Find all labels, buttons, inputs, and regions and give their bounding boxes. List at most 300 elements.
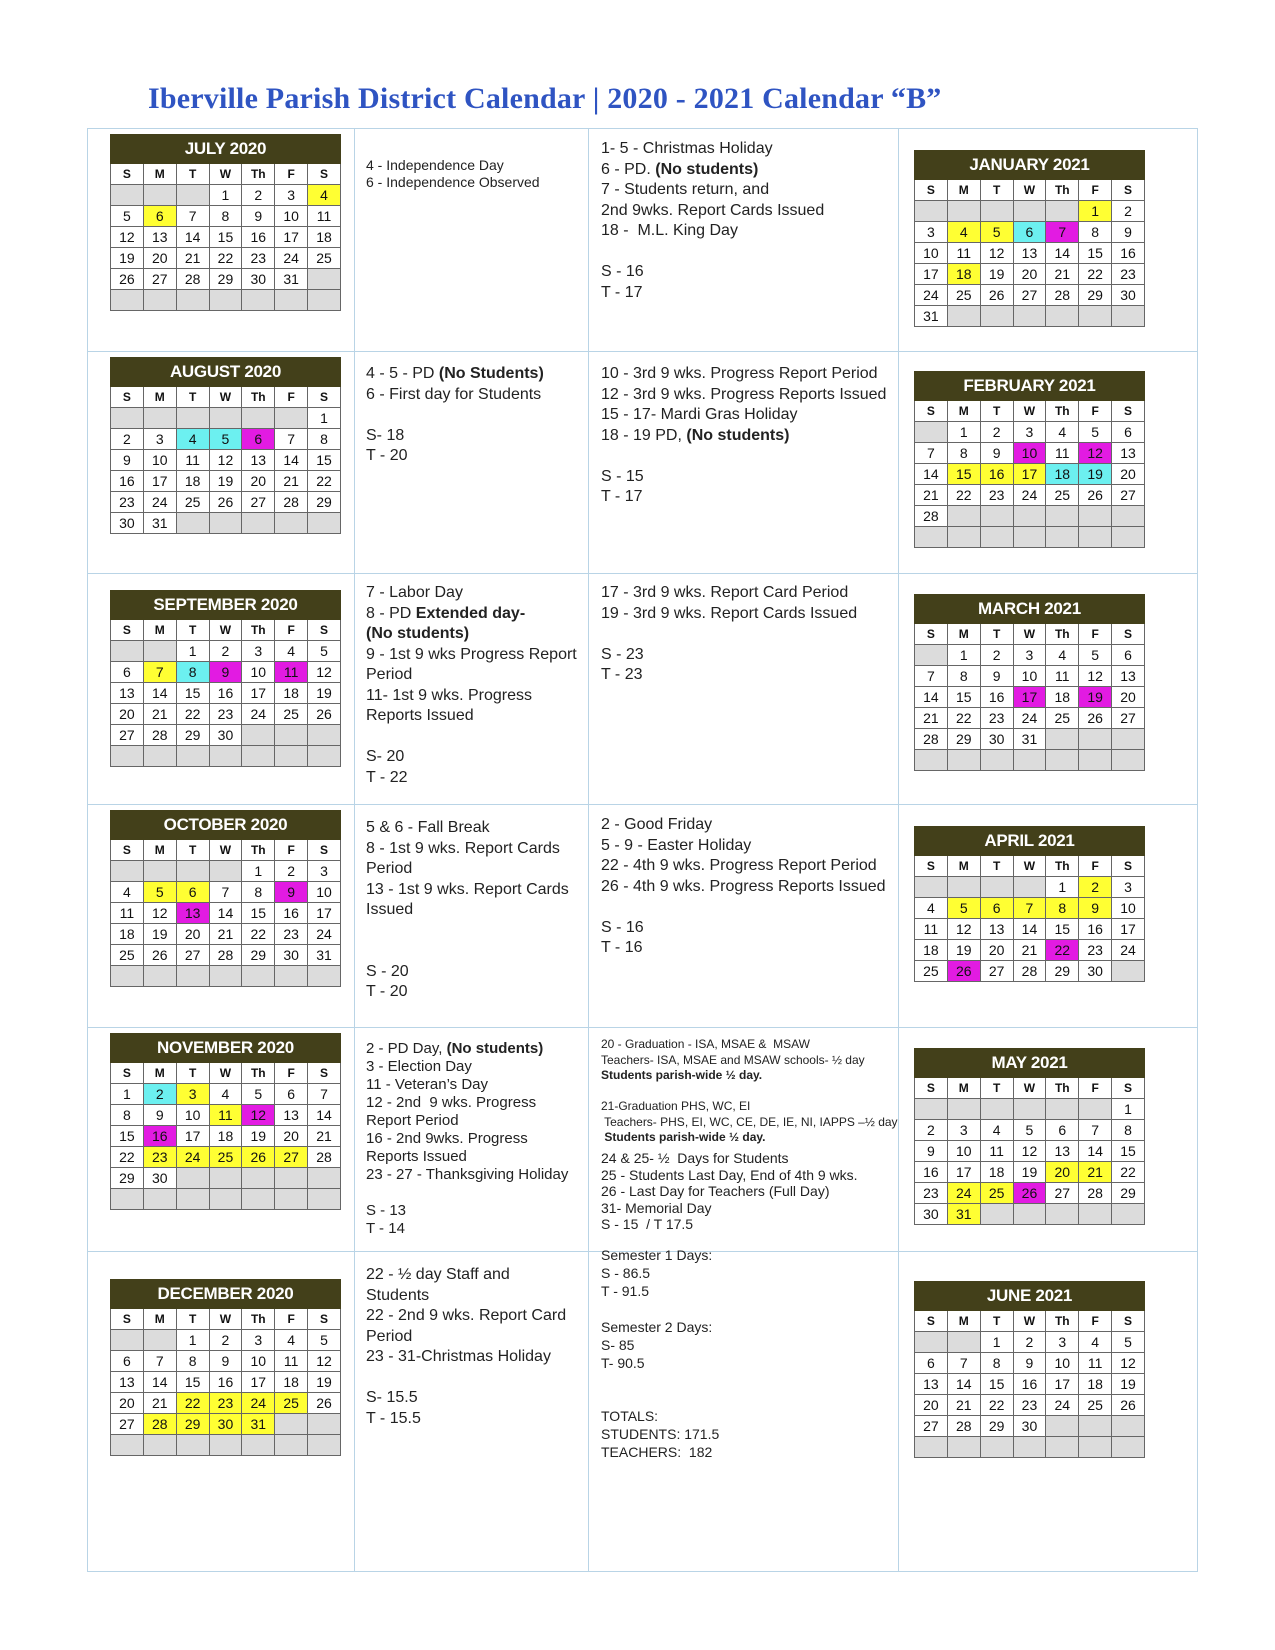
- day-cell: 20: [980, 940, 1013, 961]
- day-cell: 21: [915, 485, 948, 506]
- note-line: T - 14: [366, 1220, 405, 1237]
- day-cell: 23: [1013, 1395, 1046, 1416]
- note-line: T - 20: [366, 447, 408, 464]
- day-cell: 25: [308, 248, 341, 269]
- day-cell: 12: [242, 1105, 275, 1126]
- empty-day-cell: [915, 645, 948, 666]
- day-cell: 24: [143, 492, 176, 513]
- week-row: [915, 1437, 1145, 1458]
- note-line: Teachers- ISA, MSAE and MSAW schools- ½ day: [601, 1052, 865, 1067]
- day-cell: 27: [1046, 1183, 1079, 1204]
- day-cell: 10: [1112, 898, 1145, 919]
- day-cell: 3: [1112, 877, 1145, 898]
- empty-day-cell: [980, 877, 1013, 898]
- note-line: T - 23: [601, 666, 643, 683]
- note-line: T - 20: [366, 983, 408, 1000]
- empty-day-cell: [1013, 877, 1046, 898]
- day-cell: 24: [242, 1393, 275, 1414]
- day-cell: 21: [209, 924, 242, 945]
- empty-day-cell: [275, 290, 308, 311]
- day-cell: 5: [209, 429, 242, 450]
- day-cell: 30: [1079, 961, 1112, 982]
- week-row: [111, 450, 341, 471]
- weekday-header: T: [176, 387, 209, 408]
- day-cell: 24: [947, 1183, 980, 1204]
- empty-day-cell: [915, 527, 948, 548]
- note-line: 6 - First day for Students: [366, 385, 542, 403]
- day-cell: 1: [980, 1332, 1013, 1353]
- weekday-header: T: [176, 1063, 209, 1084]
- empty-day-cell: [947, 1437, 980, 1458]
- weekday-header: M: [143, 164, 176, 185]
- note-line: [601, 1300, 712, 1318]
- day-cell: 16: [980, 687, 1013, 708]
- weekday-header: S: [915, 1078, 948, 1099]
- empty-day-cell: [308, 966, 341, 987]
- april-events: [601, 815, 886, 959]
- weekday-header: W: [209, 164, 242, 185]
- day-cell: 23: [1079, 940, 1112, 961]
- day-cell: 5: [242, 1084, 275, 1105]
- day-cell: 16: [1112, 243, 1145, 264]
- day-cell: 7: [143, 662, 176, 683]
- day-cell: 21: [947, 1395, 980, 1416]
- week-row: [111, 704, 341, 725]
- day-cell: 9: [980, 666, 1013, 687]
- day-cell: 4: [209, 1084, 242, 1105]
- day-cell: 6: [915, 1353, 948, 1374]
- day-cell: 17: [947, 1162, 980, 1183]
- note-line: 5 - 9 - Easter Holiday: [601, 836, 752, 854]
- weekday-header: T: [980, 401, 1013, 422]
- note-line: 13 - 1st 9 wks. Report Cards: [366, 880, 569, 898]
- day-cell: 29: [176, 1414, 209, 1435]
- day-cell: 15: [980, 1374, 1013, 1395]
- month-title: MARCH 2021: [915, 595, 1145, 624]
- day-cell: 6: [1013, 222, 1046, 243]
- note-line: [601, 897, 886, 918]
- empty-day-cell: [242, 725, 275, 746]
- day-cell: 31: [947, 1204, 980, 1225]
- day-cell: 12: [1079, 666, 1112, 687]
- empty-day-cell: [1046, 729, 1079, 750]
- day-cell: 13: [176, 903, 209, 924]
- empty-day-cell: [1112, 729, 1145, 750]
- empty-day-cell: [947, 750, 980, 771]
- day-cell: 13: [143, 227, 176, 248]
- day-cell: 12: [1013, 1141, 1046, 1162]
- note-line: Report Period: [366, 1112, 459, 1129]
- day-cell: 26: [1013, 1183, 1046, 1204]
- month-title: JANUARY 2021: [915, 151, 1145, 180]
- day-cell: 21: [275, 471, 308, 492]
- day-cell: 17: [1112, 919, 1145, 940]
- day-cell: 21: [143, 704, 176, 725]
- day-cell: 2: [111, 429, 144, 450]
- empty-day-cell: [242, 1168, 275, 1189]
- weekday-header: W: [209, 620, 242, 641]
- note-line: S- 85: [601, 1337, 635, 1353]
- empty-day-cell: [242, 1435, 275, 1456]
- day-cell: 18: [980, 1162, 1013, 1183]
- day-cell: 26: [1112, 1395, 1145, 1416]
- day-cell: 9: [275, 882, 308, 903]
- day-cell: 29: [1112, 1183, 1145, 1204]
- day-cell: 1: [308, 408, 341, 429]
- week-row: [111, 269, 341, 290]
- calendar-october-2020: [110, 810, 341, 987]
- day-cell: 3: [915, 222, 948, 243]
- day-cell: 1: [242, 861, 275, 882]
- day-cell: 10: [242, 662, 275, 683]
- day-cell: 20: [143, 248, 176, 269]
- note-line: S- 20: [366, 748, 405, 765]
- day-cell: 22: [242, 924, 275, 945]
- week-row: [111, 471, 341, 492]
- day-cell: 12: [308, 1351, 341, 1372]
- empty-day-cell: [1079, 506, 1112, 527]
- day-cell: 18: [111, 924, 144, 945]
- day-cell: 15: [1046, 919, 1079, 940]
- week-row: [111, 1105, 341, 1126]
- note-line: T - 15.5: [366, 1409, 421, 1427]
- day-cell: 20: [111, 704, 144, 725]
- day-cell: 27: [242, 492, 275, 513]
- note-line: S- 15.5: [366, 1389, 418, 1406]
- empty-day-cell: [1079, 306, 1112, 327]
- note-line: Students parish-wide ½ day.: [601, 1068, 763, 1082]
- weekday-header: M: [143, 1063, 176, 1084]
- day-cell: 24: [176, 1147, 209, 1168]
- note-line: [366, 1368, 566, 1389]
- week-row: [111, 1084, 341, 1105]
- week-row: [915, 506, 1145, 527]
- empty-day-cell: [1112, 750, 1145, 771]
- weekday-header: W: [1013, 1078, 1046, 1099]
- day-cell: 17: [915, 264, 948, 285]
- empty-day-cell: [209, 1168, 242, 1189]
- calendar-december-2020: [110, 1279, 341, 1456]
- day-cell: 20: [242, 471, 275, 492]
- day-cell: 22: [1046, 940, 1079, 961]
- day-cell: 23: [111, 492, 144, 513]
- day-cell: 31: [1013, 729, 1046, 750]
- day-cell: 13: [1046, 1141, 1079, 1162]
- month-title: MAY 2021: [915, 1049, 1145, 1078]
- empty-day-cell: [209, 1435, 242, 1456]
- empty-day-cell: [176, 513, 209, 534]
- empty-day-cell: [1013, 750, 1046, 771]
- day-cell: 19: [1079, 464, 1112, 485]
- note-line: S- 18: [366, 426, 405, 444]
- day-cell: 9: [1112, 222, 1145, 243]
- day-cell: 21: [1046, 264, 1079, 285]
- empty-day-cell: [1046, 201, 1079, 222]
- month-title: FEBRUARY 2021: [915, 372, 1145, 401]
- day-cell: 11: [980, 1141, 1013, 1162]
- day-cell: 25: [1046, 485, 1079, 506]
- day-cell: 21: [915, 708, 948, 729]
- note-line: 7 - Students return, and: [601, 181, 770, 198]
- weekday-header: M: [143, 840, 176, 861]
- weekday-header: S: [1112, 1078, 1145, 1099]
- day-cell: 14: [143, 683, 176, 704]
- day-cell: 27: [1112, 708, 1145, 729]
- note-line: 7 - Labor Day: [366, 584, 463, 601]
- day-cell: 4: [275, 1330, 308, 1351]
- note-line: 4 - Independence Day: [366, 157, 504, 173]
- day-cell: 10: [143, 450, 176, 471]
- week-row: [915, 285, 1145, 306]
- month-title: AUGUST 2020: [111, 358, 341, 387]
- note-line: S - 16: [601, 918, 644, 936]
- empty-day-cell: [1112, 1204, 1145, 1225]
- note-line: T - 17: [601, 283, 643, 301]
- weekday-header: S: [111, 620, 144, 641]
- day-cell: 27: [275, 1147, 308, 1168]
- empty-day-cell: [176, 1189, 209, 1210]
- day-cell: 25: [209, 1147, 242, 1168]
- day-cell: 3: [1046, 1332, 1079, 1353]
- day-cell: 5: [947, 898, 980, 919]
- day-cell: 6: [275, 1084, 308, 1105]
- week-row: [111, 1435, 341, 1456]
- note-line: 25 - Students Last Day, End of 4th 9 wks.: [601, 1166, 858, 1183]
- month-title: JULY 2020: [111, 135, 341, 164]
- day-cell: 28: [176, 269, 209, 290]
- week-row: [111, 1414, 341, 1435]
- week-row: [111, 903, 341, 924]
- day-cell: 25: [1046, 708, 1079, 729]
- week-row: [915, 708, 1145, 729]
- day-cell: 9: [980, 443, 1013, 464]
- day-cell: 27: [980, 961, 1013, 982]
- month-title: OCTOBER 2020: [111, 811, 341, 840]
- empty-day-cell: [1013, 1437, 1046, 1458]
- note-line: 3 - Election Day: [366, 1058, 472, 1075]
- day-cell: 23: [143, 1147, 176, 1168]
- note-line: [366, 921, 569, 942]
- empty-day-cell: [1046, 527, 1079, 548]
- note-line: 18 - 19 PD, (No students): [601, 426, 790, 444]
- week-row: [111, 641, 341, 662]
- empty-day-cell: [915, 1332, 948, 1353]
- day-cell: 28: [1046, 285, 1079, 306]
- month-title: JUNE 2021: [915, 1282, 1145, 1311]
- day-cell: 15: [209, 227, 242, 248]
- note-line: [366, 1184, 568, 1202]
- note-line: Reports Issued: [366, 1148, 467, 1165]
- calendar-february-2021: [914, 371, 1145, 548]
- day-cell: 9: [242, 206, 275, 227]
- week-row: [111, 1168, 341, 1189]
- note-line: TOTALS:: [601, 1408, 659, 1424]
- weekday-header: W: [1013, 624, 1046, 645]
- day-cell: 17: [308, 903, 341, 924]
- weekday-header: S: [915, 624, 948, 645]
- empty-day-cell: [915, 1099, 948, 1120]
- day-cell: 30: [915, 1204, 948, 1225]
- day-cell: 20: [111, 1393, 144, 1414]
- weekday-header: Th: [242, 840, 275, 861]
- day-cell: 5: [1079, 422, 1112, 443]
- weekday-header: S: [915, 856, 948, 877]
- empty-day-cell: [1013, 306, 1046, 327]
- note-line: 8 - PD Extended day-: [366, 604, 526, 622]
- week-row: [915, 443, 1145, 464]
- week-row: [111, 1372, 341, 1393]
- day-cell: 7: [209, 882, 242, 903]
- weekday-header: S: [1112, 401, 1145, 422]
- weekday-header: M: [947, 401, 980, 422]
- day-cell: 4: [1079, 1332, 1112, 1353]
- day-cell: 31: [275, 269, 308, 290]
- day-cell: 22: [111, 1147, 144, 1168]
- empty-day-cell: [209, 746, 242, 767]
- day-cell: 14: [308, 1105, 341, 1126]
- day-cell: 11: [308, 206, 341, 227]
- weekday-header: T: [176, 164, 209, 185]
- day-cell: 20: [1046, 1162, 1079, 1183]
- empty-day-cell: [176, 966, 209, 987]
- day-cell: 11: [947, 243, 980, 264]
- empty-day-cell: [143, 966, 176, 987]
- empty-day-cell: [1079, 750, 1112, 771]
- day-cell: 4: [1046, 422, 1079, 443]
- day-cell: 7: [1013, 898, 1046, 919]
- day-cell: 13: [1112, 443, 1145, 464]
- week-row: [111, 746, 341, 767]
- day-cell: 5: [1112, 1332, 1145, 1353]
- empty-day-cell: [209, 1189, 242, 1210]
- weekday-header: T: [176, 840, 209, 861]
- day-cell: 24: [242, 704, 275, 725]
- note-line: S - 20: [366, 962, 409, 980]
- day-cell: 25: [111, 945, 144, 966]
- day-cell: 5: [1013, 1120, 1046, 1141]
- day-cell: 29: [980, 1416, 1013, 1437]
- day-cell: 3: [947, 1120, 980, 1141]
- day-cell: 1: [111, 1084, 144, 1105]
- day-cell: 2: [980, 645, 1013, 666]
- day-cell: 12: [209, 450, 242, 471]
- day-cell: 14: [1079, 1141, 1112, 1162]
- day-cell: 20: [1112, 464, 1145, 485]
- weekday-header: W: [1013, 401, 1046, 422]
- week-row: [915, 940, 1145, 961]
- day-cell: 20: [1013, 264, 1046, 285]
- note-line: 19 - 3rd 9 wks. Report Cards Issued: [601, 604, 858, 622]
- week-row: [915, 919, 1145, 940]
- empty-day-cell: [176, 408, 209, 429]
- day-cell: 26: [308, 704, 341, 725]
- day-cell: 3: [143, 429, 176, 450]
- day-cell: 20: [1112, 687, 1145, 708]
- weekday-header: T: [980, 624, 1013, 645]
- day-cell: 24: [275, 248, 308, 269]
- day-cell: 7: [1079, 1120, 1112, 1141]
- note-line: [366, 727, 577, 748]
- day-cell: 28: [275, 492, 308, 513]
- week-row: [915, 687, 1145, 708]
- day-cell: 20: [915, 1395, 948, 1416]
- day-cell: 13: [980, 919, 1013, 940]
- note-line: 31- Memorial Day: [601, 1199, 712, 1216]
- day-cell: 12: [143, 903, 176, 924]
- calendar-august-2020: [110, 357, 341, 534]
- day-cell: 3: [1013, 422, 1046, 443]
- note-line: S - 16: [601, 263, 644, 280]
- day-cell: 27: [1013, 285, 1046, 306]
- day-cell: 8: [242, 882, 275, 903]
- empty-day-cell: [1046, 1437, 1079, 1458]
- day-cell: 23: [209, 1393, 242, 1414]
- day-cell: 19: [143, 924, 176, 945]
- weekday-header: S: [915, 401, 948, 422]
- weekday-header: W: [209, 1309, 242, 1330]
- week-row: [915, 1416, 1145, 1437]
- weekday-header: T: [980, 180, 1013, 201]
- day-cell: 18: [275, 1372, 308, 1393]
- note-line: STUDENTS: 171.5: [601, 1426, 720, 1442]
- day-cell: 5: [308, 641, 341, 662]
- day-cell: 7: [947, 1353, 980, 1374]
- empty-day-cell: [1013, 1099, 1046, 1120]
- weekday-header: T: [980, 1078, 1013, 1099]
- week-row: [111, 408, 341, 429]
- day-cell: 25: [915, 961, 948, 982]
- note-line: Students parish-wide ½ day.: [601, 1130, 766, 1144]
- empty-day-cell: [209, 408, 242, 429]
- empty-day-cell: [1013, 1204, 1046, 1225]
- empty-day-cell: [1046, 506, 1079, 527]
- empty-day-cell: [111, 1330, 144, 1351]
- empty-day-cell: [1046, 306, 1079, 327]
- empty-day-cell: [1112, 1437, 1145, 1458]
- weekday-header: Th: [1046, 856, 1079, 877]
- week-row: [915, 1353, 1145, 1374]
- note-line: 15 - 17- Mardi Gras Holiday: [601, 406, 798, 423]
- day-cell: 14: [143, 1372, 176, 1393]
- note-line: Teachers- PHS, EI, WC, CE, DE, IE, NI, IAPPS –½ day: [601, 1114, 898, 1129]
- weekday-header: F: [1079, 401, 1112, 422]
- day-cell: 23: [915, 1183, 948, 1204]
- day-cell: 25: [176, 492, 209, 513]
- day-cell: 18: [275, 683, 308, 704]
- empty-day-cell: [1079, 527, 1112, 548]
- day-cell: 23: [980, 708, 1013, 729]
- weekday-header: Th: [1046, 1078, 1079, 1099]
- week-row: [111, 1330, 341, 1351]
- day-cell: 16: [209, 1372, 242, 1393]
- day-cell: 2: [1079, 877, 1112, 898]
- day-cell: 19: [308, 683, 341, 704]
- empty-day-cell: [947, 877, 980, 898]
- day-cell: 29: [308, 492, 341, 513]
- empty-day-cell: [111, 408, 144, 429]
- empty-day-cell: [275, 1189, 308, 1210]
- day-cell: 2: [209, 1330, 242, 1351]
- week-row: [915, 645, 1145, 666]
- day-cell: 14: [209, 903, 242, 924]
- weekday-header: W: [209, 840, 242, 861]
- day-cell: 9: [1079, 898, 1112, 919]
- calendar-january-2021: [914, 150, 1145, 327]
- day-cell: 29: [176, 725, 209, 746]
- day-cell: 5: [111, 206, 144, 227]
- day-cell: 11: [275, 662, 308, 683]
- empty-day-cell: [275, 1168, 308, 1189]
